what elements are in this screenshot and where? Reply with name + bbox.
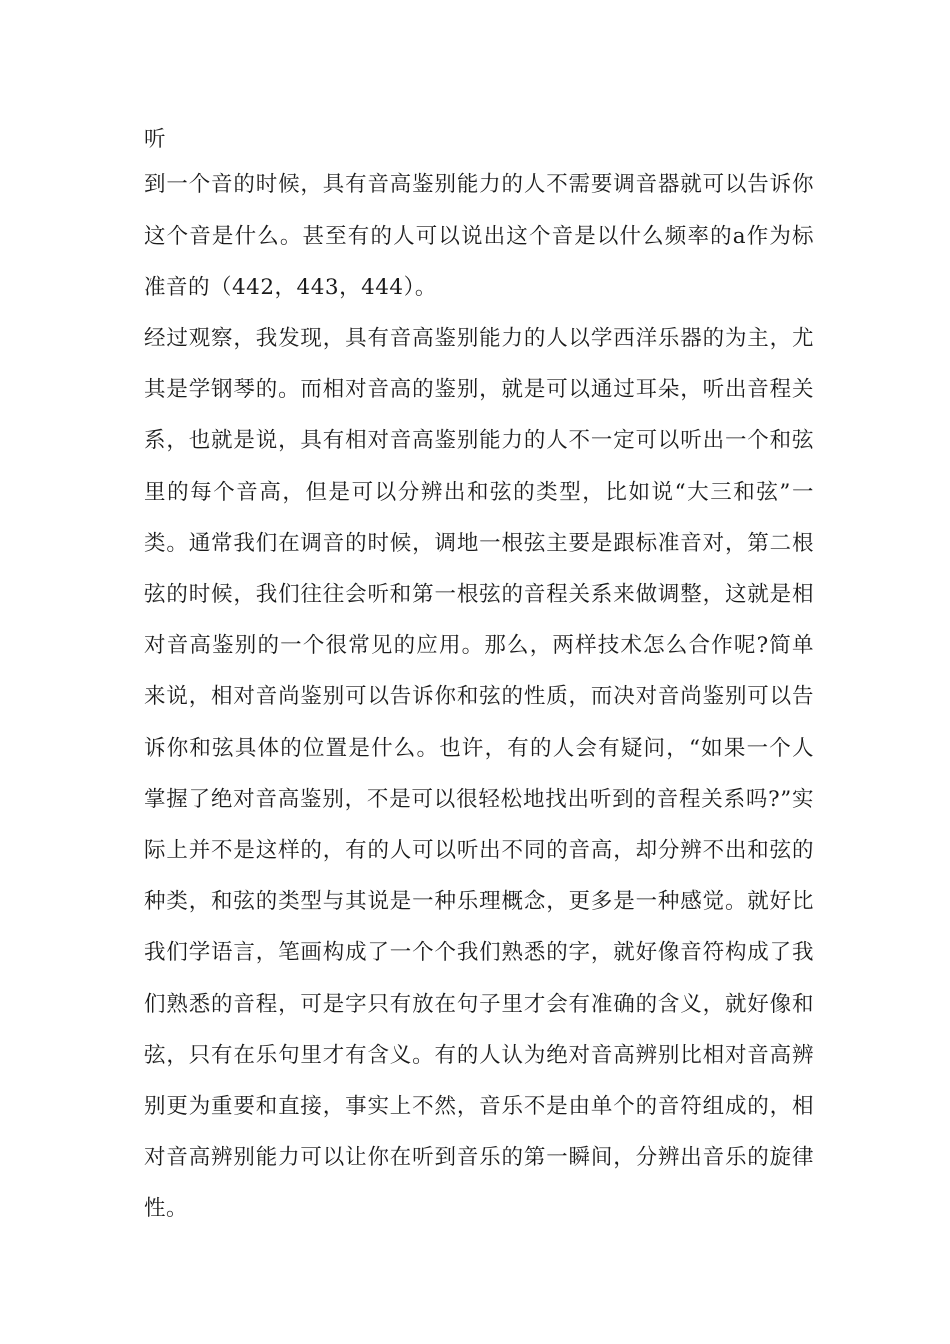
paragraph-relative-pitch: 经过观察，我发现，具有音高鉴别能力的人以学西洋乐器的为主，尤其是学钢琴的。而相对音高的鉴别，就是可以通过耳朵，听出音程关系，也就是说，具有相对音高鉴别能力的人不一定可以听出一个和弦里的每个音高，但是可以分辨出和弦的类型，比如说“大三和弦”一类。通常我们在调音的时候，调地一根弦主要是跟标准音对，第二根弦的时候，我们往往会听和第一根弦的音程关系来做调整，这就是相对音高鉴别的一个很常见的应用。那么，两样技术怎么合作呢?简单来说，相对音尚鉴别可以告诉你和弦的性质，而决对音尚鉴别可以告诉你和弦具体的位置是什么。也许，有的人会有疑问，“如果一个人掌握了绝对音高鉴别，不是可以很轻松地找出听到的音程关系吗?”实际上并不是这样的，有的人可以听出不同的音高，却分辨不出和弦的种类，和弦的类型与其说是一种乐理概念，更多是一种感觉。就好比我们学语言，笔画构成了一个个我们熟悉的字，就好像音符构成了我们熟悉的音程，可是字只有放在句子里才会有准确的含义，就好像和弦，只有在乐句里才有含义。有的人认为绝对音高辨别比相对音高辨别更为重要和直接，事实上不然，音乐不是由单个的音符组成的，相对音高辨别能力可以让你在听到音乐的第一瞬间，分辨出音乐的旋律性。 — [144, 326, 814, 1222]
heading-word: 听 — [144, 127, 167, 152]
paragraph-absolute-pitch: 到一个音的时候，具有音高鉴别能力的人不需要调音器就可以告诉你这个音是什么。甚至有的人可以说出这个音是以什么频率的a作为标准音的（442，443，444）。 — [144, 172, 814, 300]
